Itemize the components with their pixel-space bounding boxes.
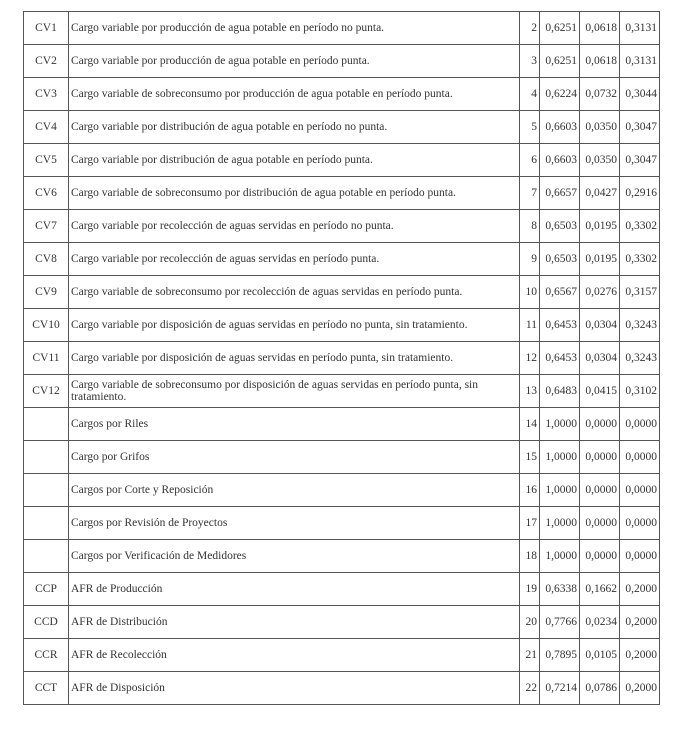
charge-code: CV7 (24, 210, 69, 243)
table-row (24, 243, 660, 276)
charge-code: CCT (24, 672, 69, 705)
table-row (24, 474, 660, 507)
factor-a: 0,6567 (540, 276, 580, 309)
factor-c: 0,3243 (620, 342, 660, 375)
charge-description: Cargos por Riles (69, 408, 520, 441)
factor-c: 0,3102 (620, 375, 660, 408)
row-number: 14 (520, 408, 540, 441)
factor-c: 0,3157 (620, 276, 660, 309)
table-row (24, 78, 660, 111)
charge-description: Cargo variable de sobreconsumo por distribución de agua potable en período punta. (69, 177, 520, 210)
factor-b: 0,0415 (580, 375, 620, 408)
charge-description: AFR de Producción (69, 573, 520, 606)
table-row (24, 507, 660, 540)
factor-b: 0,0000 (580, 441, 620, 474)
factor-b: 0,0427 (580, 177, 620, 210)
charge-code (24, 540, 69, 573)
row-number: 2 (520, 12, 540, 45)
table-row (24, 639, 660, 672)
factor-b: 0,0350 (580, 144, 620, 177)
row-number: 7 (520, 177, 540, 210)
row-number: 22 (520, 672, 540, 705)
charge-description: AFR de Distribución (69, 606, 520, 639)
row-number: 15 (520, 441, 540, 474)
factor-b: 0,0000 (580, 507, 620, 540)
charge-code (24, 408, 69, 441)
factor-c: 0,0000 (620, 507, 660, 540)
factor-b: 0,0618 (580, 45, 620, 78)
charge-description: Cargo variable por producción de agua potable en período no punta. (69, 12, 520, 45)
factor-b: 0,0732 (580, 78, 620, 111)
charge-description: AFR de Disposición (69, 672, 520, 705)
factor-c: 0,3302 (620, 243, 660, 276)
factor-a: 0,6338 (540, 573, 580, 606)
factor-c: 0,3302 (620, 210, 660, 243)
row-number: 21 (520, 639, 540, 672)
factor-b: 0,0350 (580, 111, 620, 144)
row-number: 4 (520, 78, 540, 111)
factor-b: 0,1662 (580, 573, 620, 606)
factor-b: 0,0000 (580, 408, 620, 441)
row-number: 18 (520, 540, 540, 573)
table-row (24, 342, 660, 375)
charge-description: Cargo variable de sobreconsumo por producción de agua potable en período punta. (69, 78, 520, 111)
charge-description: Cargo variable por recolección de aguas servidas en período punta. (69, 243, 520, 276)
charges-table (23, 11, 660, 705)
table-row (24, 309, 660, 342)
row-number: 3 (520, 45, 540, 78)
factor-c: 0,3047 (620, 144, 660, 177)
factor-b: 0,0234 (580, 606, 620, 639)
factor-b: 0,0000 (580, 540, 620, 573)
factor-b: 0,0786 (580, 672, 620, 705)
row-number: 11 (520, 309, 540, 342)
factor-b: 0,0000 (580, 474, 620, 507)
row-number: 20 (520, 606, 540, 639)
charge-code (24, 474, 69, 507)
table-row (24, 177, 660, 210)
factor-b: 0,0304 (580, 309, 620, 342)
charge-code (24, 507, 69, 540)
factor-a: 1,0000 (540, 507, 580, 540)
table-row (24, 276, 660, 309)
table-row (24, 210, 660, 243)
row-number: 9 (520, 243, 540, 276)
factor-a: 0,6483 (540, 375, 580, 408)
factor-c: 0,0000 (620, 441, 660, 474)
factor-a: 0,6251 (540, 45, 580, 78)
factor-c: 0,0000 (620, 474, 660, 507)
factor-b: 0,0105 (580, 639, 620, 672)
charge-description: Cargos por Revisión de Proyectos (69, 507, 520, 540)
table-row (24, 408, 660, 441)
charge-description: Cargo por Grifos (69, 441, 520, 474)
charge-description: Cargo variable por distribución de agua potable en período punta. (69, 144, 520, 177)
factor-c: 0,0000 (620, 540, 660, 573)
factor-a: 0,6224 (540, 78, 580, 111)
factor-a: 0,6251 (540, 12, 580, 45)
row-number: 16 (520, 474, 540, 507)
charge-code: CV12 (24, 375, 69, 408)
charge-description: Cargos por Verificación de Medidores (69, 540, 520, 573)
factor-a: 1,0000 (540, 540, 580, 573)
charge-code: CV2 (24, 45, 69, 78)
factor-c: 0,2000 (620, 573, 660, 606)
table-row (24, 606, 660, 639)
charge-description: Cargos por Corte y Reposición (69, 474, 520, 507)
factor-a: 1,0000 (540, 474, 580, 507)
factor-a: 0,7895 (540, 639, 580, 672)
factor-a: 0,6453 (540, 342, 580, 375)
charge-description: Cargo variable de sobreconsumo por disposición de aguas servidas en período punta, sin tratamiento. (69, 375, 520, 408)
charge-description: AFR de Recolección (69, 639, 520, 672)
charge-code: CV6 (24, 177, 69, 210)
table-row (24, 573, 660, 606)
charge-code: CCR (24, 639, 69, 672)
table-row (24, 672, 660, 705)
factor-a: 0,7214 (540, 672, 580, 705)
factor-a: 0,6453 (540, 309, 580, 342)
charge-code: CV9 (24, 276, 69, 309)
factor-c: 0,0000 (620, 408, 660, 441)
charge-code: CV4 (24, 111, 69, 144)
row-number: 5 (520, 111, 540, 144)
charge-code (24, 441, 69, 474)
factor-c: 0,2916 (620, 177, 660, 210)
factor-b: 0,0195 (580, 243, 620, 276)
factor-a: 0,6503 (540, 210, 580, 243)
table-row (24, 540, 660, 573)
factor-a: 0,7766 (540, 606, 580, 639)
table-row (24, 111, 660, 144)
table-row (24, 441, 660, 474)
factor-a: 0,6657 (540, 177, 580, 210)
factor-a: 1,0000 (540, 408, 580, 441)
charge-code: CCP (24, 573, 69, 606)
table-row (24, 12, 660, 45)
table-row (24, 45, 660, 78)
factor-c: 0,3131 (620, 45, 660, 78)
charge-code: CV11 (24, 342, 69, 375)
charge-code: CCD (24, 606, 69, 639)
factor-a: 0,6503 (540, 243, 580, 276)
factor-c: 0,3044 (620, 78, 660, 111)
charge-description: Cargo variable por recolección de aguas servidas en período no punta. (69, 210, 520, 243)
charge-code: CV10 (24, 309, 69, 342)
factor-a: 0,6603 (540, 144, 580, 177)
factor-a: 1,0000 (540, 441, 580, 474)
charge-code: CV1 (24, 12, 69, 45)
factor-b: 0,0618 (580, 12, 620, 45)
factor-c: 0,3243 (620, 309, 660, 342)
row-number: 19 (520, 573, 540, 606)
charge-description: Cargo variable por distribución de agua potable en período no punta. (69, 111, 520, 144)
factor-b: 0,0276 (580, 276, 620, 309)
factor-c: 0,2000 (620, 606, 660, 639)
table-row (24, 375, 660, 408)
factor-b: 0,0195 (580, 210, 620, 243)
factor-b: 0,0304 (580, 342, 620, 375)
row-number: 12 (520, 342, 540, 375)
charge-description: Cargo variable por disposición de aguas servidas en período no punta, sin tratamiento. (69, 309, 520, 342)
factor-c: 0,3047 (620, 111, 660, 144)
factor-c: 0,3131 (620, 12, 660, 45)
table-row (24, 144, 660, 177)
charge-code: CV8 (24, 243, 69, 276)
charge-code: CV5 (24, 144, 69, 177)
factor-c: 0,2000 (620, 672, 660, 705)
charge-description: Cargo variable por producción de agua potable en período punta. (69, 45, 520, 78)
charge-description: Cargo variable por disposición de aguas servidas en período punta, sin tratamiento. (69, 342, 520, 375)
factor-a: 0,6603 (540, 111, 580, 144)
charge-description: Cargo variable de sobreconsumo por recolección de aguas servidas en período punta. (69, 276, 520, 309)
row-number: 10 (520, 276, 540, 309)
row-number: 13 (520, 375, 540, 408)
row-number: 8 (520, 210, 540, 243)
row-number: 17 (520, 507, 540, 540)
charge-code: CV3 (24, 78, 69, 111)
factor-c: 0,2000 (620, 639, 660, 672)
row-number: 6 (520, 144, 540, 177)
